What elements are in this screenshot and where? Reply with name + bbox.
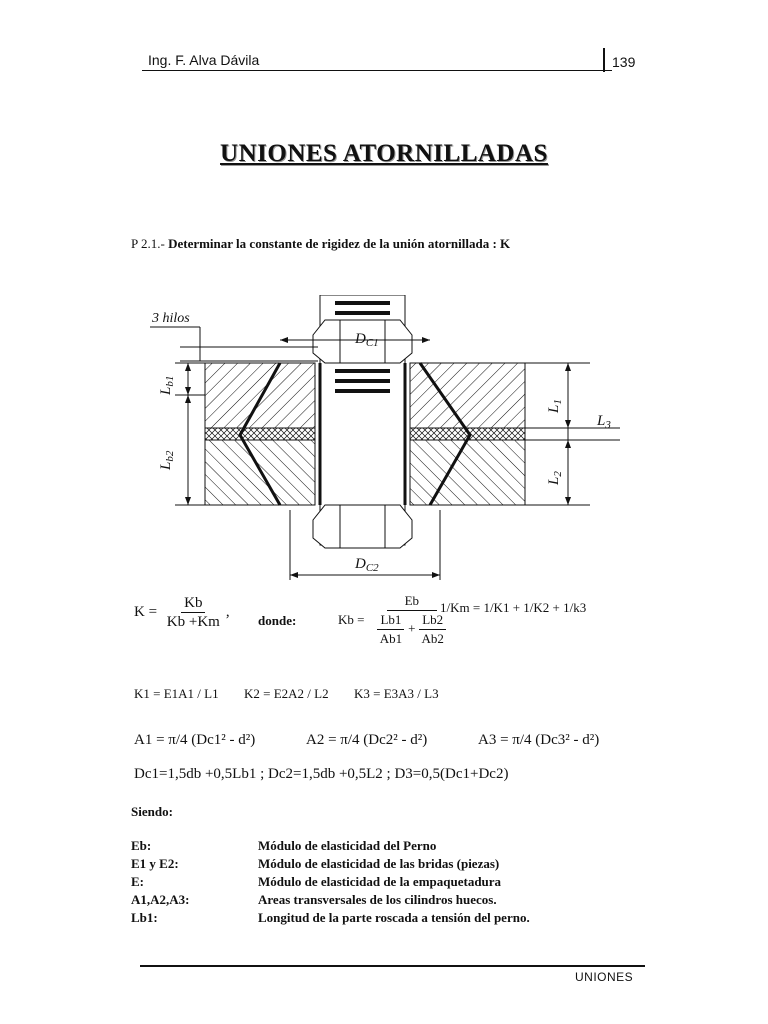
bolt-head [313, 505, 412, 548]
formula-inverse-km: 1/Km = 1/K1 + 1/K2 + 1/k3 [440, 600, 587, 615]
gasket-left [205, 428, 315, 440]
definition-row [131, 874, 530, 892]
problem-statement [131, 236, 510, 252]
definition-desc: Módulo de elasticidad del Perno [258, 838, 437, 853]
siendo-heading: Siendo: [131, 804, 173, 819]
header-page-separator [603, 48, 605, 72]
label-l3: $L_3$ [597, 413, 611, 431]
formula-a2: A2 = π/4 (Dc2² - d²) [306, 732, 428, 748]
label-dc2: $D_{C2}$ [355, 556, 379, 574]
formula-dc: Dc1=1,5db +0,5Lb1 ; Dc2=1,5db +0,5L2 ; D3=0,5(Dc1+Dc2) [134, 766, 509, 782]
formula-k1: K1 = E1A1 / L1 [134, 686, 219, 701]
label-dc1: $D_{C1}$ [355, 331, 379, 349]
definition-desc: Areas transversales de los cilindros huecos. [258, 892, 497, 907]
definition-symbol: A1,A2,A3: [131, 892, 190, 907]
footer-section: UNIONES [575, 970, 634, 984]
label-l2: $L_2$ [546, 471, 564, 485]
formula-k: K = $\frac{Kb}{Kb +Km}$ , [134, 595, 230, 630]
formula-a1: A1 = π/4 (Dc1² - d²) [134, 732, 256, 748]
bolted-joint-diagram [140, 295, 630, 590]
problem-text: Determinar la constante de rigidez de la unión atornillada : K [168, 236, 511, 251]
formula-k2: K2 = E2A2 / L2 [244, 686, 329, 701]
header-rule [142, 70, 612, 71]
label-lb2: $L_{b2}$ [158, 450, 176, 470]
page-title: UNIONES ATORNILLADAS [220, 140, 548, 167]
header-author: Ing. F. Alva Dávila [148, 52, 260, 68]
definition-symbol: Lb1: [131, 910, 158, 925]
definition-desc: Módulo de elasticidad de las bridas (piezas) [258, 856, 500, 871]
definition-symbol: Eb: [131, 838, 152, 853]
label-lb1: $L_{b1}$ [158, 375, 176, 395]
problem-label: P 2.1.- [131, 236, 169, 251]
label-l1: $L_1$ [546, 399, 564, 413]
formula-k3: K3 = E3A3 / L3 [354, 686, 439, 701]
label-3-hilos: 3 hilos [152, 311, 190, 326]
definition-row [131, 910, 530, 928]
lower-plate-right [410, 440, 525, 505]
definitions-list [131, 838, 530, 928]
definition-row [131, 892, 530, 910]
formula-a3: A3 = π/4 (Dc3² - d²) [478, 732, 600, 748]
definition-row [131, 838, 530, 856]
formula-kb: Kb = Eb $\frac{Lb1}{Ab1}$ + $\frac{Lb2}{Ab2}$ [338, 592, 456, 648]
definition-row [131, 856, 530, 874]
definition-desc: Longitud de la parte roscada a tensión del perno. [258, 910, 530, 925]
definition-desc: Módulo de elasticidad de la empaquetadura [258, 874, 502, 889]
upper-plate-left [205, 363, 315, 428]
definition-symbol: E: [131, 874, 144, 889]
page-number: 139 [612, 54, 636, 70]
footer-rule [140, 965, 645, 967]
label-donde: donde: [258, 613, 297, 628]
definition-symbol: E1 y E2: [131, 856, 179, 871]
